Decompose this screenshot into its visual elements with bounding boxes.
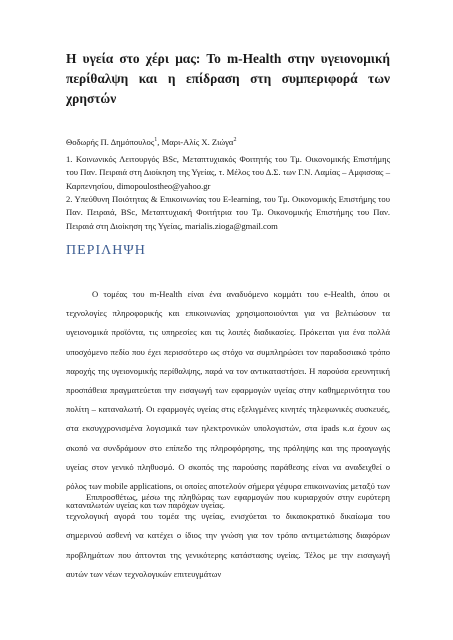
abstract-paragraph-1: Ο τομέας του m-Health είναι ένα αναδυόμενο κομμάτι του e-Health, όπου οι τεχνολογίες πληροφορικής και επικοινωνίας χρησιμοποιούνται για να βελτιώσουν τα υγειονομικά προϊόντα, τις υπηρεσίες και τις λοιπές διαδικασίες. Πρόκειται για ένα πολλά υποσχόμενο πεδίο που έχει περισσότερο ως στόχο να συμπληρώσει τον παραδοσιακό τρόπο παροχής της υγειονομικής περίθαλψης, παρά να τον αντικαταστήσει. Η παρούσα ερευνητική προσπάθεια πραγματεύεται την εισαγωγή των εφαρμογών υγείας στην καθημερινότητα του πολίτη – καταναλωτή. Οι εφαρμογές υγείας στις εξελιγμένες κινητές τηλεφωνικές συσκευές, στα εκσυγχρονισμένα λογισμικά των ηλεκτρονικών υπολογιστών, στα ipads κ.α έχουν ως σκοπό να συνδράμουν στο επίπεδο της πληροφόρησης, της πρόληψης και της προαγωγής υγείας στον γενικό πληθυσμό. Ο σκοπός της παρούσης παράθεσης είναι να αναδειχθεί ο ρόλος των mobile applications, οι οποίες αποτελούν σήμερα γέφυρα επικοινωνίας μεταξύ των καταναλωτών υγείας και των παρόχων υγείας.: [66, 289, 390, 511]
author-affiliation-mark: 2: [233, 137, 237, 144]
abstract-paragraph-2: Επιπροσθέτως, μέσω της πληθώρας των εφαρμογών που κυριαρχούν στην ευρύτερη τεχνολογική αγορά του τομέα της υγείας, ενισχύεται το δικαιοκρατικό δικαίωμα του σημερινού ασθενή να κατέχει ο ίδιος την γνώση για τον τρόπο αντιμετώπισης διαφόρων προβλημάτων που άπτονται της γενικότερης κατάστασης υγείας. Τέλος με την εισαγωγή αυτών των νέων τεχνολογικών επιτευγμάτων: [66, 492, 390, 579]
affiliation-2: 2. Υπεύθυνη Ποιότητας & Επικοινωνίας του E-learning, του Τμ. Οικονομικής Επιστήμης του Παν. Πειραιά, BSc, Μεταπτυχιακή Φοιτήτρια του Τμ. Οικονομικής Επιστήμης του Παν. Πειραιά στη Διοίκηση της Υγείας, marialis.zioga@gmail.com: [66, 194, 390, 231]
author-affiliation-mark: 1: [154, 137, 158, 144]
affiliation-1: 1. Κοινωνικός Λειτουργός BSc, Μεταπτυχιακός Φοιτητής του Τμ. Οικονομικής Επιστήμης του Παν. Πειραιά στη Διοίκηση της Υγείας, τ. Μέλος του Δ.Σ. των Γ.Ν. Λαμίας – Αμφισσας – Καρπενησίου, dimopoulostheo@yahoo.gr: [66, 154, 390, 191]
author-line: [66, 136, 396, 148]
paper-title: Η υγεία στο χέρι μας: Το m-Health στην υγειονομική περίθαλψη και η επίδραση στη συμπεριφορά των χρηστών: [66, 51, 390, 106]
abstract-heading: ΠΕΡΙΛΗΨΗ: [66, 243, 146, 258]
author-name: Θοδωρής Π. Δημόπουλος: [66, 137, 155, 147]
author-separator: ,: [157, 137, 162, 147]
author-name: Μαρι-Αλίς Χ. Ζιώγα: [161, 137, 234, 147]
